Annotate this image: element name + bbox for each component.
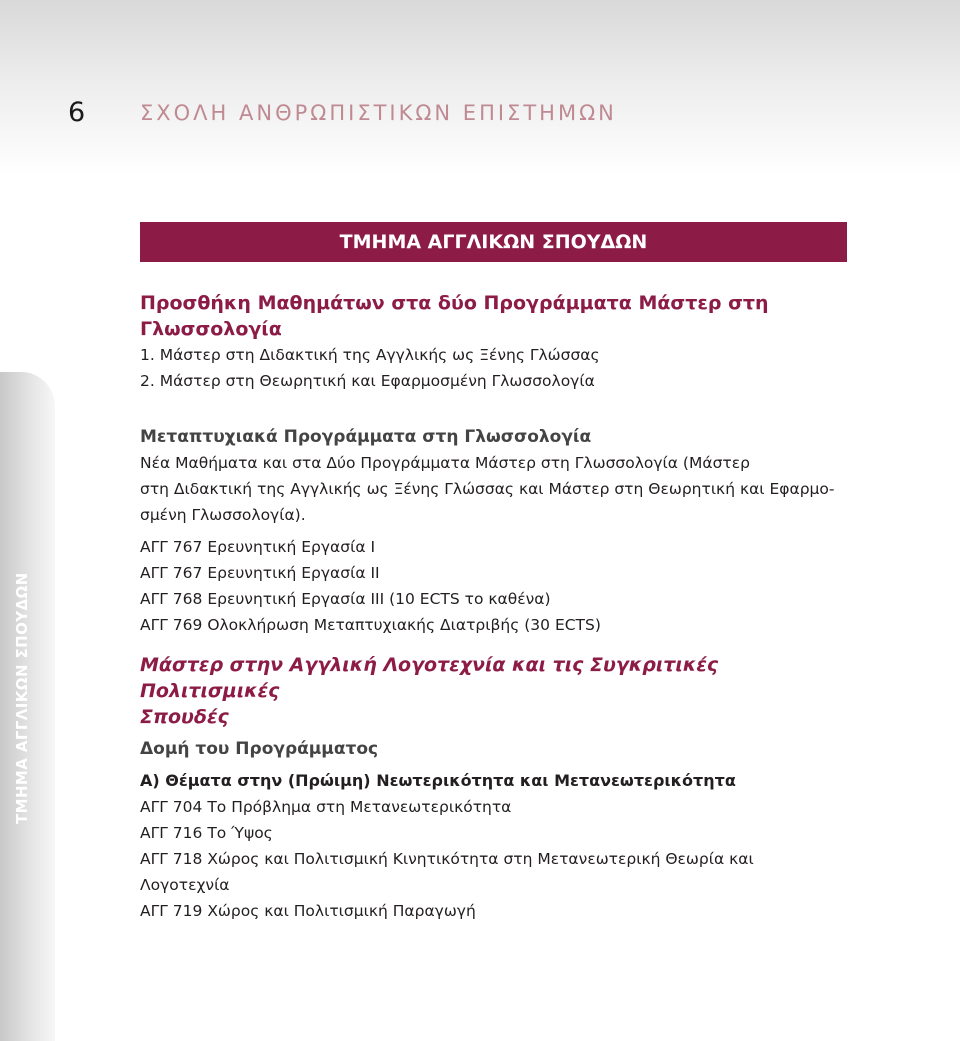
program-item: 2. Μάστερ στη Θεωρητική και Εφαρμοσμένη Γλωσσολογία xyxy=(140,372,595,390)
course-item: ΑΓΓ 704 Το Πρόβλημα στη Μετανεωτερικότητα xyxy=(140,798,512,816)
course-item: ΑΓΓ 718 Χώρος και Πολιτισμική Κινητικότητα στη Μετανεωτερική Θεωρία και Λογοτεχνία xyxy=(140,850,754,894)
section1-title-line1: Προσθήκη Μαθημάτων στα δύο Προγράμματα Μάστερ στη xyxy=(140,292,769,314)
spacer xyxy=(140,394,848,424)
department-banner: ΤΜΗΜΑ ΑΓΓΛΙΚΩΝ ΣΠΟΥΔΩΝ xyxy=(140,222,847,262)
school-title: ΣΧΟΛΗ ΑΝΘΡΩΠΙΣΤΙΚΩΝ ΕΠΙΣΤΗΜΩΝ xyxy=(140,101,617,125)
section2-paragraph-line: σμένη Γλωσσολογία). xyxy=(140,506,306,524)
main-content xyxy=(140,290,848,924)
section3-title-line1: Μάστερ στην Αγγλική Λογοτεχνία και τις Συγκριτικές Πολιτισμικές xyxy=(140,654,719,702)
spacer xyxy=(140,638,848,652)
page-number: 6 xyxy=(68,97,86,128)
theme-subheading: Α) Θέματα στην (Πρώιμη) Νεωτερικότητα και Μετανεωτερικότητα xyxy=(140,771,736,790)
course-item: ΑΓΓ 767 Ερευνητική Εργασία Ι xyxy=(140,538,376,556)
header-band xyxy=(0,0,960,175)
section2-heading: Μεταπτυχιακά Προγράμματα στη Γλωσσολογία xyxy=(140,427,592,447)
course-item: ΑΓΓ 719 Χώρος και Πολιτισμική Παραγωγή xyxy=(140,902,476,920)
course-item: ΑΓΓ 767 Ερευνητική Εργασία ΙΙ xyxy=(140,564,380,582)
section2-paragraph-line: Νέα Μαθήματα και στα Δύο Προγράμματα Μάστερ στη Γλωσσολογία (Μάστερ xyxy=(140,454,750,472)
course-item: ΑΓΓ 716 Το Ύψος xyxy=(140,824,273,842)
program-item: 1. Μάστερ στη Διδακτική της Αγγλικής ως Ξένης Γλώσσας xyxy=(140,346,600,364)
course-item: ΑΓΓ 768 Ερευνητική Εργασία ΙΙΙ (10 ECTS το καθένα) xyxy=(140,590,551,608)
course-item: ΑΓΓ 769 Ολοκλήρωση Μεταπτυχιακής Διατριβής (30 ECTS) xyxy=(140,616,601,634)
section3-title-line2: Σπουδές xyxy=(140,706,229,728)
section1-title-line2: Γλωσσολογία xyxy=(140,318,282,340)
section2-paragraph-line: στη Διδακτική της Αγγλικής ως Ξένης Γλώσσας και Μάστερ στη Θεωρητική και Εφαρμο- xyxy=(140,480,835,498)
side-tab-label: ΤΜΗΜΑ ΑΓΓΛΙΚΩΝ ΣΠΟΥΔΩΝ xyxy=(13,572,31,824)
structure-heading: Δομή του Προγράμματος xyxy=(140,739,379,759)
